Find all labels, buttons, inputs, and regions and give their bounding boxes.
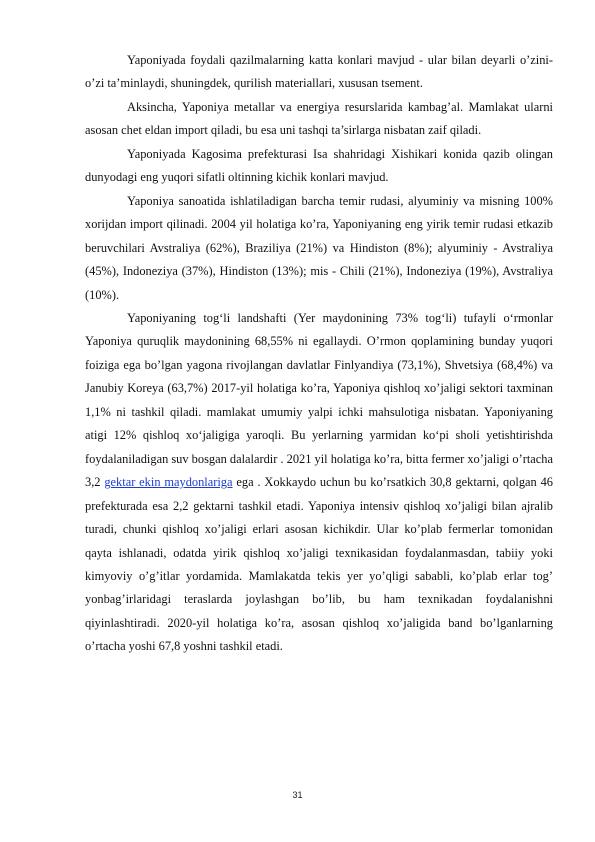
agriculture-text-start: Yaponiyaning tog‘li landshafti (Yer maydonining 73% tog‘li) tufayli o‘rmonlar Yaponiya quruqlik maydonining 68,55% ni egallaydi. O’rmon qoplamining bunday yuqori foiziga ega bo’lgan yagona rivojlangan davlatlar Finlyandiya (73,1%), Shvetsiya (68,4%) va Janubiy Koreya (63,7%) 2017-yil holatiga ko’ra, Yaponiya qishloq xo’jaligi sektori taxminan 1,1% ni tashkil qiladi. mamlakat umumiy yalpi ichki mahsulotiga nisbatan. Yaponiyaning atigi 12% qishloq xo‘jaligiga yaroqli. Bu yerlarning yarmidan ko‘pi sholi yetishtirishda foydalaniladigan suv bosgan dalalardir . 2021 yil holatiga ko’ra, bitta fermer xo’jaligi o’rtacha 3,2 (85, 310, 553, 490)
document-body (85, 49, 553, 659)
paragraph-forests-agriculture (85, 307, 553, 659)
page-number: 31 (292, 790, 303, 800)
paragraph-resource-import: Aksincha, Yaponiya metallar va energiya resurslarida kambag’al. Mamlakat ularni asosan chet eldan import qiladi, bu esa uni tashqi ta’sirlarga nisbatan zaif qiladi. (85, 99, 553, 138)
agriculture-text-end: ega . Xokkaydo uchun bu ko’rsatkich 30,8 gektarni, qolgan 46 prefekturada esa 2,2 gektarni tashkil etadi. Yaponiya intensiv qishloq xo’jaligi bilan ajralib turadi, chunki qishloq xo’jaligi erlari asosan kichikdir. Ular ko’plab fermerlar tomonidan qayta ishlanadi, odatda yirik qishloq xo’jaligi texnikasidan foydalanmasdan, tabiiy yoki kimyoviy o’g’itlar yordamida. Mamlakatda tekis yer yo’qligi sababli, ko’plab erlar tog’ yonbag’irlaridagi teraslarda joylashgan bo’lib, bu ham texnikadan foydalanishni qiyinlashtiradi. 2020-yil holatiga ko’ra, asosan qishloq xo’jaligida band bo’lganlarning o’rtacha yoshi 67,8 yoshni tashkil etadi. (85, 475, 553, 654)
paragraph-mineral-deposits: Yaponiyada foydali qazilmalarning katta konlari mavjud - ular bilan deyarli o’zini-o’zi ta’minlaydi, shuningdek, qurilish materiallari, xususan tsement. (85, 53, 553, 91)
paragraph-ore-suppliers: Yaponiya sanoatida ishlatiladigan barcha temir rudasi, alyuminiy va misning 100% xorijdan import qilinadi. 2004 yil holatiga ko’ra, Yaponiyaning eng yirik temir rudasi etkazib beruvchilari Avstraliya (62%), Braziliya (21%) va Hindiston (8%); alyuminiy - Avstraliya (45%), Indoneziya (37%), Hindiston (13%); mis - Chili (21%), Indoneziya (19%), Avstraliya (10%). (85, 193, 553, 302)
paragraph-gold-deposits: Yaponiyada Kagosima prefekturasi Isa shahridagi Xishikari konida qazib olingan dunyodagi eng yuqori sifatli oltinning kichik konlari mavjud. (85, 146, 553, 185)
farmland-link[interactable]: gektar ekin maydonlariga (104, 475, 233, 490)
